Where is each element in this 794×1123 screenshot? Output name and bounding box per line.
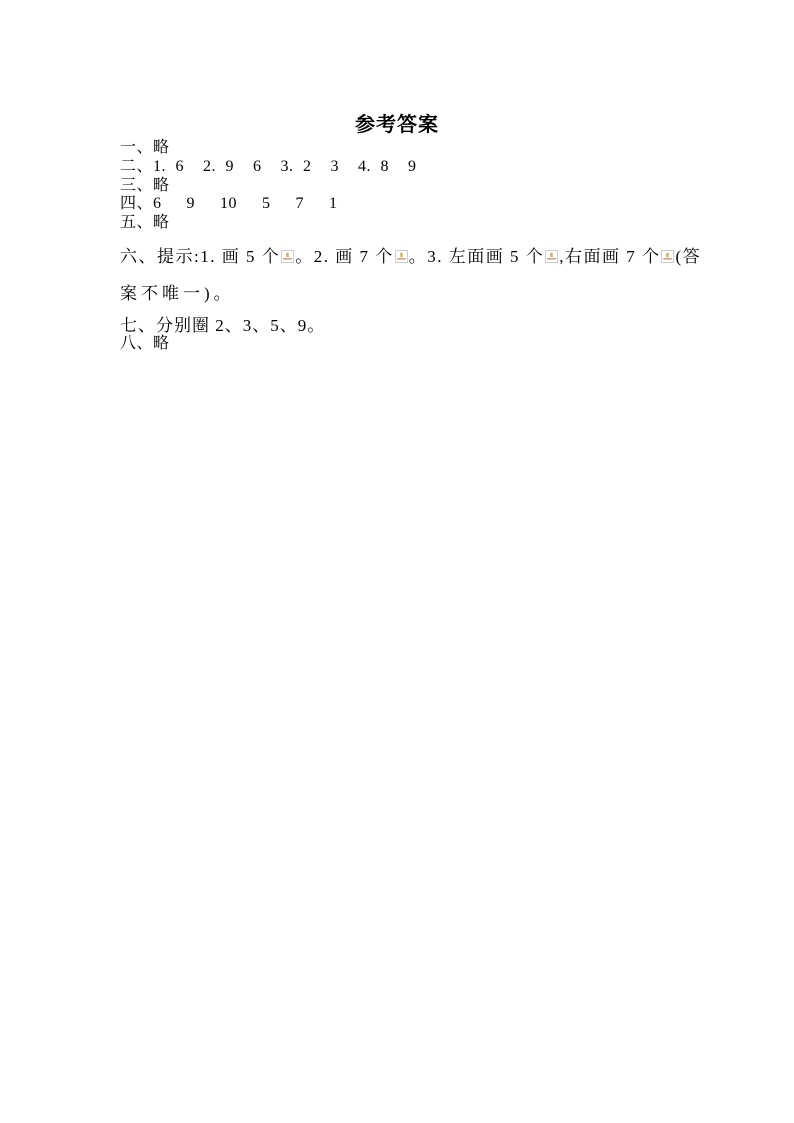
answer-line-1-content: 略 (153, 139, 170, 156)
answer-line-8-label: 八、 (120, 335, 154, 352)
answer-line-5-label: 五、 (120, 214, 154, 232)
answer-line-3-content: 略 (153, 176, 170, 194)
answer-line-8 (120, 330, 170, 353)
answer-line-3 (120, 177, 417, 196)
draw-object-icon (545, 250, 558, 263)
answer-line-7-label: 七、 (120, 316, 156, 335)
draw-object-icon (661, 250, 674, 263)
answers-block (120, 139, 417, 233)
answer-line-6-label: 六、 (120, 247, 157, 266)
answer-line-4-content: 6 9 10 5 7 1 (153, 195, 338, 213)
answer-line-6-segment-2: 。2. 画 7 个 (295, 247, 394, 266)
answer-line-2-label: 二、 (120, 157, 154, 175)
answer-line-4-label: 四、 (120, 195, 154, 213)
answer-line-6-segment-4: ,右面画 7 个 (559, 247, 661, 266)
answer-line-5-content: 略 (153, 214, 170, 232)
answer-line-5 (120, 214, 417, 233)
answer-line-3-label: 三、 (120, 176, 154, 194)
answer-line-6-row-2-content: 案不唯一)。 (120, 284, 235, 303)
draw-object-icon (395, 250, 408, 263)
answer-line-7-content: 分别圈 2、3、5、9。 (156, 316, 326, 335)
answer-line-2 (120, 158, 417, 177)
answer-line-6-segment-5: (答 (675, 247, 702, 266)
answer-line-6-row-2 (120, 279, 235, 304)
answer-line-6-segment-3: 。3. 左面画 5 个 (408, 247, 545, 266)
answer-line-1 (120, 139, 417, 158)
answer-line-6-segment-1: 提示:1. 画 5 个 (157, 247, 281, 266)
answer-line-4 (120, 195, 417, 214)
answer-line-8-content: 略 (153, 335, 170, 352)
answer-line-1-label: 一、 (120, 139, 154, 156)
draw-object-icon (281, 250, 294, 263)
answer-line-6-row-1 (120, 242, 701, 267)
answer-line-2-content: 1. 6 2. 9 6 3. 2 3 4. 8 9 (153, 157, 417, 175)
page-title: 参考答案 (355, 114, 439, 136)
